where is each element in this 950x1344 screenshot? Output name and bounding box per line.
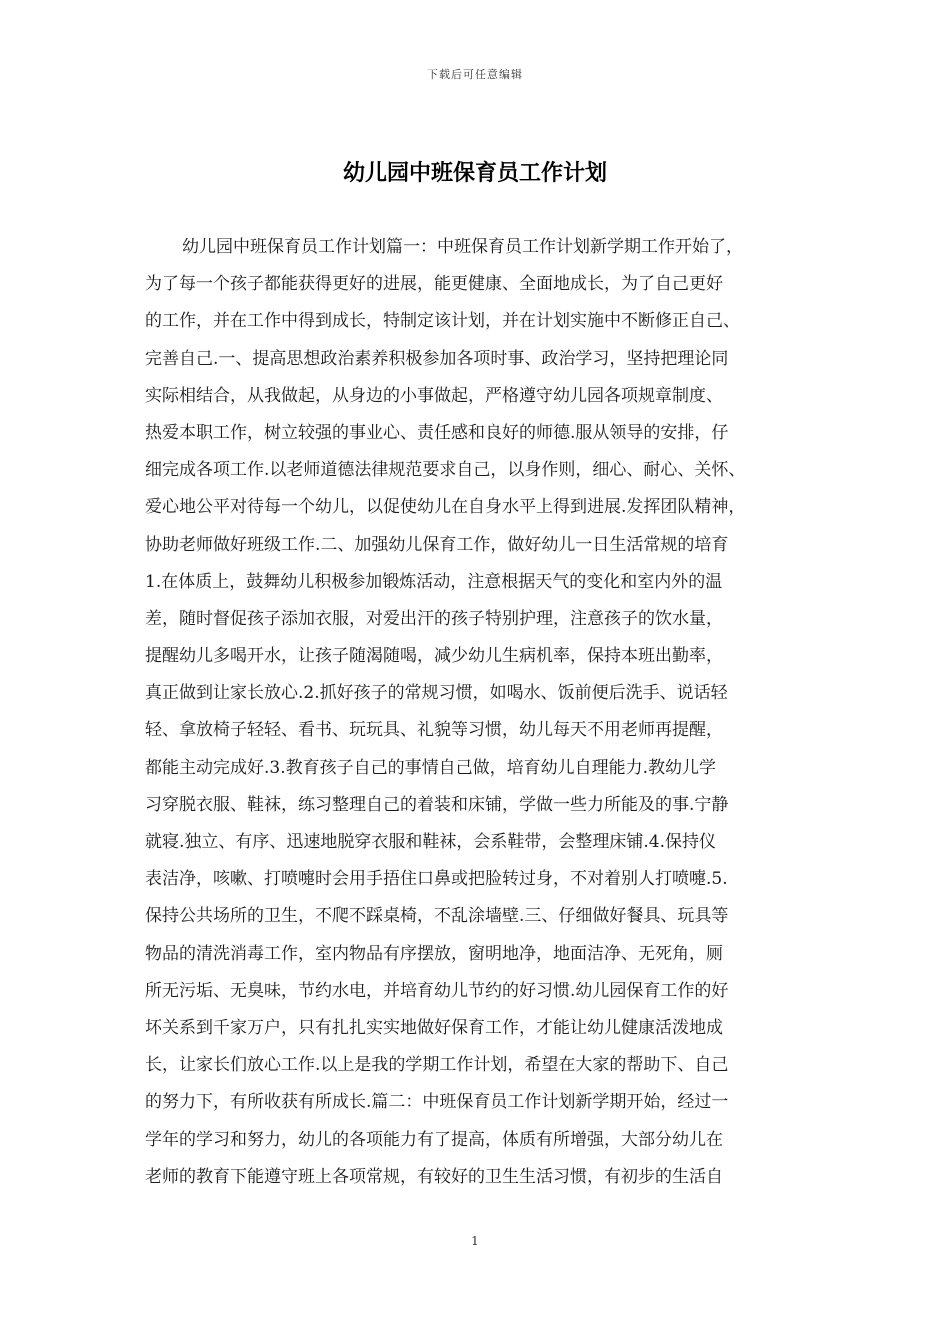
body-line: 学年的学习和努力，幼儿的各项能力有了提高，体质有所增强，大部分幼儿在 xyxy=(145,1129,723,1150)
body-line: 完善自己.一、提高思想政治素养积极参加各项时事、政治学习，坚持把理论同 xyxy=(145,348,729,369)
body-line: 轻、拿放椅子轻轻、看书、玩玩具、礼貌等习惯，幼儿每天不用老师再提醒， xyxy=(145,720,723,741)
body-line: 所无污垢、无臭味，节约水电，并培育幼儿节约的好习惯.幼儿园保育工作的好 xyxy=(145,980,729,1001)
body-line: 就寝.独立、有序、迅速地脱穿衣服和鞋袜，会系鞋带，会整理床铺.4.保持仪 xyxy=(145,832,717,852)
page-number: 1 xyxy=(471,1234,479,1248)
body-line: 表洁净，咳嗽、打喷嚏时会用手捂住口鼻或把脸转过身，不对着别人打喷嚏.5. xyxy=(145,869,728,890)
body-text xyxy=(145,229,805,1196)
body-line: 爱心地公平对待每一个幼儿，以促使幼儿在自身水平上得到进展.发挥团队精神， xyxy=(145,497,746,518)
body-line: 的工作，并在工作中得到成长，特制定该计划，并在计划实施中不断修正自己、 xyxy=(145,311,740,332)
body-line: 物品的清洗消毒工作，室内物品有序摆放，窗明地净，地面洁净、无死角，厕 xyxy=(145,943,723,964)
body-line: 习穿脱衣服、鞋袜，练习整理自己的着装和床铺，学做一些力所能及的事.宁静 xyxy=(145,794,729,815)
body-line: 协助老师做好班级工作.二、加强幼儿保育工作，做好幼儿一日生活常规的培育 xyxy=(145,534,729,555)
body-line: 差，随时督促孩子添加衣服，对爱出汗的孩子特别护理，注意孩子的饮水量， xyxy=(145,608,723,629)
body-line: 1.在体质上，鼓舞幼儿积极参加锻炼活动，注意根据天气的变化和室内外的温 xyxy=(145,571,723,592)
body-line: 老师的教育下能遵守班上各项常规，有较好的卫生生活习惯，有初步的生活自 xyxy=(145,1166,723,1187)
body-line: 都能主动完成好.3.教育孩子自己的事情自己做，培育幼儿自理能力.教幼儿学 xyxy=(145,757,717,778)
body-line: 幼儿园中班保育员工作计划篇一：中班保育员工作计划新学期工作开始了， xyxy=(182,237,743,257)
body-line: 热爱本职工作，树立较强的事业心、责任感和良好的师德.服从领导的安排，仔 xyxy=(145,422,729,443)
body-line: 细完成各项工作.以老师道德法律规范要求自己，以身作则，细心、耐心、关怀、 xyxy=(145,460,746,481)
page-title: 幼儿园中班保育员工作计划 xyxy=(342,160,607,186)
body-line: 提醒幼儿多喝开水，让孩子随渴随喝，减少幼儿生病机率，保持本班出勤率， xyxy=(145,646,723,667)
body-line: 保持公共场所的卫生，不爬不踩桌椅，不乱涂墙壁.三、仔细做好餐具、玩具等 xyxy=(145,906,729,927)
header-note: 下载后可任意编辑 xyxy=(427,68,523,81)
body-line: 长，让家长们放心工作.以上是我的学期工作计划，希望在大家的帮助下、自己 xyxy=(145,1055,729,1076)
body-line: 为了每一个孩子都能获得更好的进展，能更健康、全面地成长，为了自己更好 xyxy=(145,274,723,295)
body-line: 实际相结合，从我做起，从身边的小事做起，严格遵守幼儿园各项规章制度、 xyxy=(145,385,723,406)
body-line: 真正做到让家长放心.2.抓好孩子的常规习惯，如喝水、饭前便后洗手、说话轻 xyxy=(145,683,728,704)
body-line: 的努力下，有所收获有所成长.篇二：中班保育员工作计划新学期开始，经过一 xyxy=(145,1092,729,1113)
body-line: 坏关系到千家万户，只有扎扎实实地做好保育工作，才能让幼儿健康活泼地成 xyxy=(145,1017,723,1038)
